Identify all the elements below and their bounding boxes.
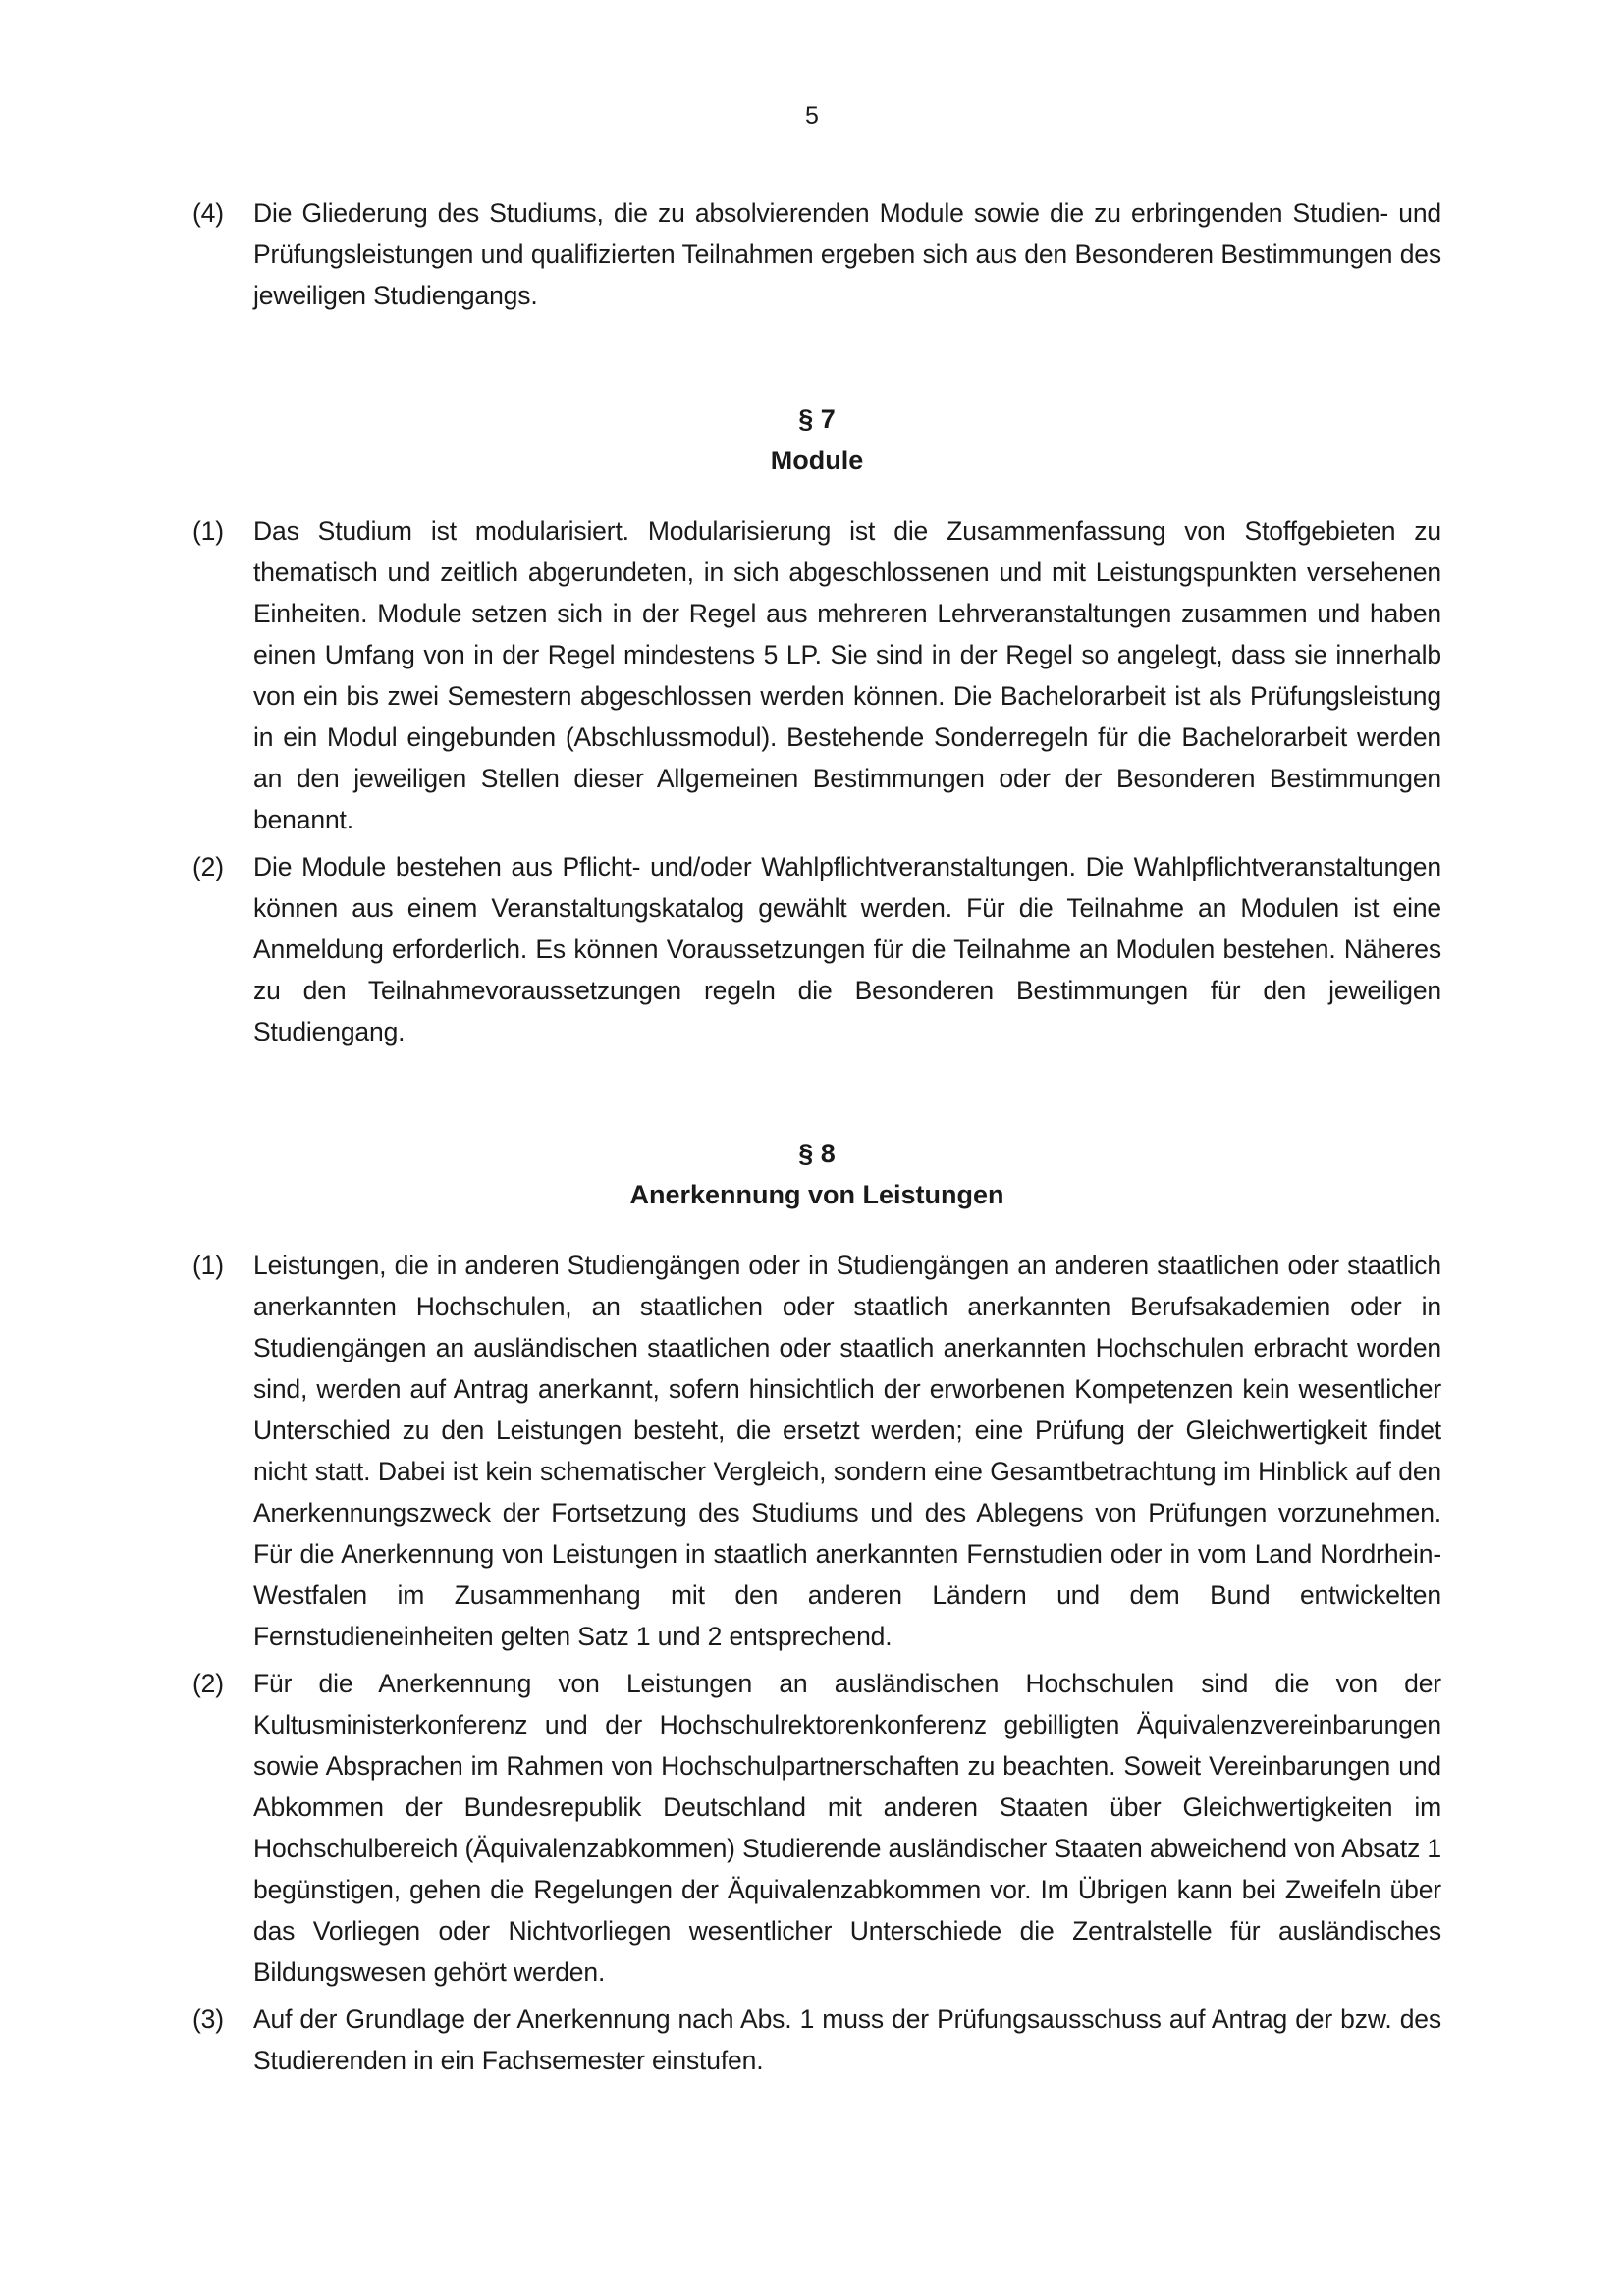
- paragraph-number: (2): [192, 1669, 224, 1698]
- section-7-heading: [192, 399, 1441, 481]
- paragraph-text: Die Gliederung des Studiums, die zu absolvierenden Module sowie die zu erbringenden Studien- und Prüfungsleistungen und qualifizierten Teilnahmen ergeben sich aus den Besonderen Bestimmungen des jeweiligen Studiengangs.: [253, 198, 1441, 310]
- section-symbol: § 8: [798, 1139, 836, 1168]
- section-7-paragraph-2: [192, 846, 1441, 1052]
- section-8-heading: [192, 1133, 1441, 1215]
- paragraph-number: (2): [192, 852, 224, 881]
- section-8-paragraph-3: [192, 1999, 1441, 2081]
- paragraph-number: (1): [192, 1251, 224, 1280]
- section-symbol: § 7: [798, 404, 836, 434]
- paragraph-text: Leistungen, die in anderen Studiengängen oder in Studiengängen an anderen staatlichen oder staatlich anerkannten Hochschulen, an staatlichen oder staatlich anerkannten Berufsakademien oder in Studiengängen an ausländischen staatlichen oder staatlich anerkannten Hochschulen erbracht worden sind, werden auf Antrag anerkannt, sofern hinsichtlich der erworbenen Kompetenzen kein wesentlicher Unterschied zu den Leistungen besteht, die ersetzt werden; eine Prüfung der Gleichwertigkeit findet nicht statt. Dabei ist kein schematischer Vergleich, sondern eine Gesamtbetrachtung im Hinblick auf den Anerkennungszweck der Fortsetzung des Studiums und des Ablegens von Prüfungen vorzunehmen. Für die Anerkennung von Leistungen in staatlich anerkannten Fernstudien oder in vom Land Nordrhein-Westfalen im Zusammenhang mit den anderen Ländern und dem Bund entwickelten Fernstudieneinheiten gelten Satz 1 und 2 entsprechend.: [253, 1251, 1441, 1651]
- section-8-paragraph-1: [192, 1245, 1441, 1657]
- paragraph-text: Die Module bestehen aus Pflicht- und/oder Wahlpflichtveranstaltungen. Die Wahlpflichtveranstaltungen können aus einem Veranstaltungskatalog gewählt werden. Für die Teilnahme an Modulen ist eine Anmeldung erforderlich. Es können Voraussetzungen für die Teilnahme an Modulen bestehen. Näheres zu den Teilnahmevoraussetzungen regeln die Besonderen Bestimmungen für den jeweiligen Studiengang.: [253, 852, 1441, 1046]
- section-8-paragraph-2: [192, 1663, 1441, 1993]
- paragraph-text: Auf der Grundlage der Anerkennung nach Abs. 1 muss der Prüfungsausschuss auf Antrag der bzw. des Studierenden in ein Fachsemester einstufen.: [253, 2004, 1441, 2075]
- paragraph-number: (4): [192, 198, 224, 228]
- section-title: Module: [770, 446, 864, 475]
- section-title: Anerkennung von Leistungen: [629, 1180, 1004, 1209]
- page-number: 5: [805, 102, 819, 130]
- paragraph-text: Das Studium ist modularisiert. Modularisierung ist die Zusammenfassung von Stoffgebieten zu thematisch und zeitlich abgerundeten, in sich abgeschlossenen und mit Leistungspunkten versehenen Einheiten. Module setzen sich in der Regel aus mehreren Lehrveranstaltungen zusammen und haben einen Umfang von in der Regel mindestens 5 LP. Sie sind in der Regel so angelegt, dass sie innerhalb von ein bis zwei Semestern abgeschlossen werden können. Die Bachelorarbeit ist als Prüfungsleistung in ein Modul eingebunden (Abschlussmodul). Bestehende Sonderregeln für die Bachelorarbeit werden an den jeweiligen Stellen dieser Allgemeinen Bestimmungen oder der Besonderen Bestimmungen benannt.: [253, 516, 1441, 834]
- section-7-paragraph-1: [192, 510, 1441, 840]
- paragraph-number: (1): [192, 516, 224, 546]
- paragraph-number: (3): [192, 2004, 224, 2034]
- paragraph-4: [192, 192, 1441, 316]
- document-body: [192, 192, 1441, 2081]
- paragraph-text: Für die Anerkennung von Leistungen an ausländischen Hochschulen sind die von der Kultusministerkonferenz und der Hochschulrektorenkonferenz gebilligten Äquivalenzvereinbarungen sowie Absprachen im Rahmen von Hochschulpartnerschaften zu beachten. Soweit Vereinbarungen und Abkommen der Bundesrepublik Deutschland mit anderen Staaten über Gleichwertigkeiten im Hochschulbereich (Äquivalenzabkommen) Studierende ausländischer Staaten abweichend von Absatz 1 begünstigen, gehen die Regelungen der Äquivalenzabkommen vor. Im Übrigen kann bei Zweifeln über das Vorliegen oder Nichtvorliegen wesentlicher Unterschiede die Zentralstelle für ausländisches Bildungswesen gehört werden.: [253, 1669, 1441, 1987]
